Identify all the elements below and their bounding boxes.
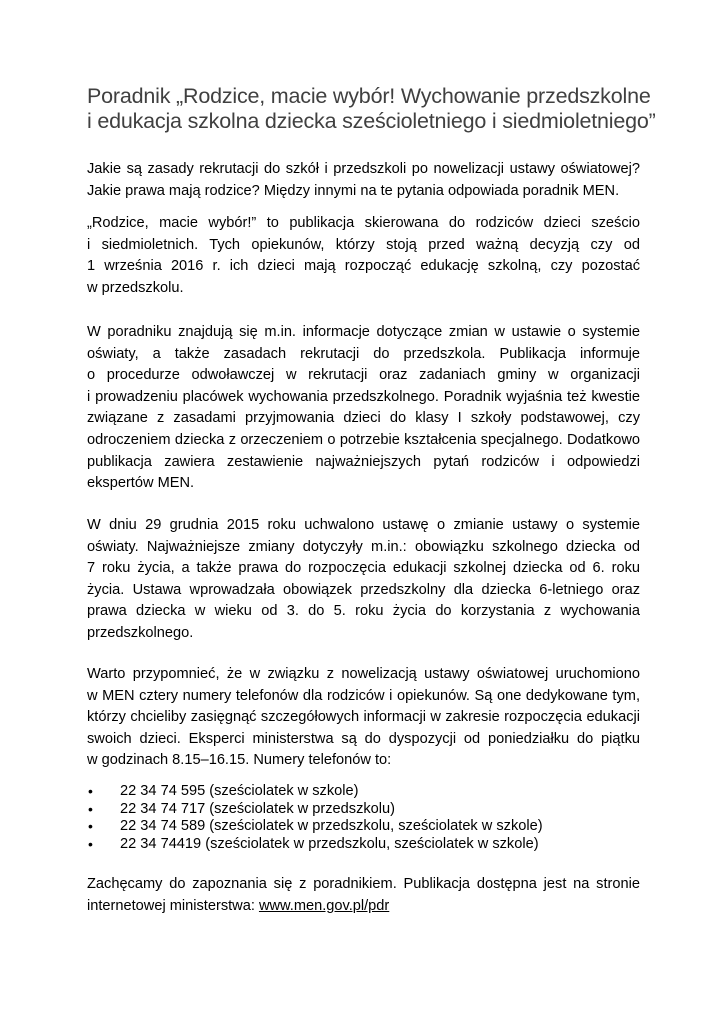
document-title xyxy=(87,84,656,134)
paragraph-line: Warto przypomnieć, że w związku z nowelizacją ustawy oświatowej uruchomiono xyxy=(87,666,640,682)
bullet-icon: • xyxy=(88,800,93,817)
paragraph-line: o procedurze odwoławczej w rekrutacji oraz zadaniach gminy w organizacji xyxy=(87,367,640,384)
paragraph-line: i siedmioletnich. Tych opiekunów, którzy stoją przed ważną decyzją czy od xyxy=(87,236,640,253)
intro-paragraph xyxy=(87,159,640,202)
bullet-icon: • xyxy=(88,818,93,834)
paragraph-line xyxy=(87,896,640,918)
paragraph-phone-info xyxy=(87,664,640,772)
closing-text: internetowej ministerstwa: xyxy=(87,897,259,914)
paragraph-poradnik-contents xyxy=(87,322,640,495)
paragraph-line: 7 roku życia, a także prawa do rozpoczęcia edukacji szkolnej dziecka od 6. roku xyxy=(87,560,640,577)
bullet-icon: • xyxy=(88,835,93,852)
paragraph-line: związane z zasadami przyjmowania dzieci do klasy I szkoły podstawowej, czy xyxy=(87,410,640,427)
paragraph-line: Jakie są zasady rekrutacji do szkół i przedszkoli po nowelizacji ustawy oświatowej? xyxy=(87,161,640,177)
paragraph-line: swoich dzieci. Eksperci ministerstwa są do dyspozycji od poniedziałku do piątku xyxy=(87,730,640,747)
title-line: i edukacja szkolna dziecka sześcioletniego i siedmioletniego” xyxy=(87,109,656,133)
paragraph-rodzice-macie-wybor xyxy=(87,213,640,299)
phone-number-entry: 22 34 74 589 (sześciolatek w przedszkolu, sześciolatek w szkole) xyxy=(120,818,543,834)
phone-number-entry: 22 34 74 595 (sześciolatek w szkole) xyxy=(120,783,359,799)
bullet-icon: • xyxy=(88,783,93,799)
paragraph-line: W poradniku znajdują się m.in. informacje dotyczące zmian w ustawie o systemie xyxy=(87,324,640,340)
list-item xyxy=(87,836,640,854)
paragraph-line: w przedszkolu. xyxy=(87,279,184,296)
paragraph-line: W dniu 29 grudnia 2015 roku uchwalono ustawę o zmianie ustawy o systemie xyxy=(87,517,640,533)
paragraph-line: „Rodzice, macie wybór!” to publikacja skierowana do rodziców dzieci sześcio xyxy=(87,215,640,231)
paragraph-line: życia. Ustawa wprowadzała obowiązek przedszkolny dla dziecka 6-letniego oraz xyxy=(87,581,640,598)
ministry-website-link[interactable]: www.men.gov.pl/pdr xyxy=(258,897,390,914)
list-item xyxy=(87,818,640,836)
paragraph-line: i prowadzeniu placówek wychowania przedszkolnego. Poradnik wyjaśnia też kwestie xyxy=(87,388,640,405)
list-item xyxy=(87,783,640,801)
paragraph-line: przedszkolnego. xyxy=(87,624,194,641)
paragraph-line: ekspertów MEN. xyxy=(87,475,195,492)
paragraph-line: oświaty, a także zasadach rekrutacji do przedszkola. Publikacja informuje xyxy=(87,345,640,362)
phone-number-entry: 22 34 74 717 (sześciolatek w przedszkolu) xyxy=(120,800,395,817)
paragraph-line: 1 września 2016 r. ich dzieci mają rozpocząć edukację szkolną, czy pozostać xyxy=(87,258,640,275)
phone-number-entry: 22 34 74419 (sześciolatek w przedszkolu, sześciolatek w szkole) xyxy=(120,835,539,852)
paragraph-line: publikacja zawiera zestawienie najważniejszych pytań rodziców i odpowiedzi xyxy=(87,453,640,470)
paragraph-line: w godzinach 8.15–16.15. Numery telefonów to: xyxy=(87,752,392,769)
paragraph-line: prawa dziecka w wieku od 3. do 5. roku życia do korzystania z wychowania xyxy=(87,603,640,620)
title-line: Poradnik „Rodzice, macie wybór! Wychowanie przedszkolne xyxy=(87,84,651,108)
paragraph-line: w MEN cztery numery telefonów dla rodziców i opiekunów. Są one dedykowane tym, xyxy=(87,687,640,704)
paragraph-ustawa xyxy=(87,515,640,645)
paragraph-line: Jakie prawa mają rodzice? Między innymi na te pytania odpowiada poradnik MEN. xyxy=(87,182,620,199)
paragraph-line: którzy chcieliby zasięgnąć szczegółowych informacji w zakresie rozpoczęcia edukacji xyxy=(87,709,640,726)
phone-number-list xyxy=(87,783,640,853)
paragraph-line: Zachęcamy do zapoznania się z poradnikiem. Publikacja dostępna jest na stronie xyxy=(87,876,640,892)
closing-paragraph xyxy=(87,874,640,917)
paragraph-line: odroczeniem dziecka z orzeczeniem o potrzebie kształcenia specjalnego. Dodatkowo xyxy=(87,431,640,448)
list-item xyxy=(87,801,640,819)
paragraph-line: oświaty. Najważniejsze zmiany dotyczyły m.in.: obowiązku szkolnego dziecka od xyxy=(87,538,640,555)
